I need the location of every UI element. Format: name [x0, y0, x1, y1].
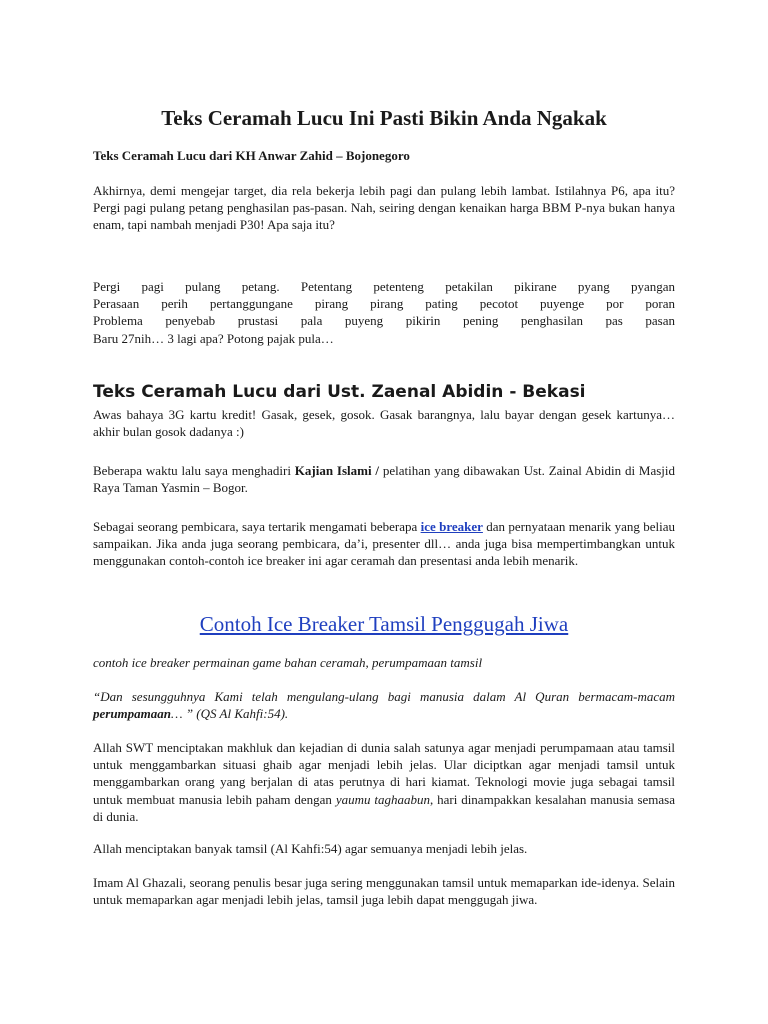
allah-swt-text-before: Allah SWT menciptakan makhluk dan kejadian di dunia salah satunya agar menjadi perumpamaan atau tamsil untuk menggambarkan situasi ghaib agar menjadi lebih jelas. Ular diciptkan agar menjadi tamsil untuk menggambarkan orang yang berjalan di atas perutnya di hari kiamat. Teknologi movie juga sebagai tamsil untuk membuat manusia lebih paham dengan: [93, 740, 675, 807]
paragraph-al-ghazali: Imam Al Ghazali, seorang penulis besar juga sering menggunakan tamsil untuk memaparkan ide-idenya. Selain untuk memaparkan agar menjadi lebih jelas, tamsil juga lebih dapat menggugah jiwa.: [93, 875, 675, 908]
section-heading-kh-anwar-zahid: Teks Ceramah Lucu dari KH Anwar Zahid – Bojonegoro: [93, 148, 410, 163]
p30-line-2: Perasaan perih pertanggungane pirang pirang pating pecotot puyenge por poran: [93, 296, 675, 312]
section-heading-zaenal-abidin: Teks Ceramah Lucu dari Ust. Zaenal Abidin - Bekasi: [93, 382, 586, 402]
yaumu-taghaabun: yaumu taghaabun: [335, 791, 430, 807]
kajian-bold: Kajian Islami /: [294, 463, 380, 478]
ice-breaker-link[interactable]: ice breaker: [420, 519, 483, 534]
allah-swt-text-after: , hari dinampakkan kesalahan manusia semasa di dunia.: [93, 791, 675, 824]
kajian-text-before: Beberapa waktu lalu saya menghadiri: [93, 463, 295, 478]
paragraph-3g: Awas bahaya 3G kartu kredit! Gasak, gesek, gosok. Gasak barangnya, lalu bayar dengan gesek kartunya… akhir bulan gosok dadanya :): [93, 407, 675, 440]
p30-line-1: Pergi pagi pulang petang. Petentang petenteng petakilan pikirane pyang pyangan: [93, 279, 675, 294]
paragraph-ice-breaker: [93, 518, 675, 570]
quote-bold: perumpamaan: [93, 706, 172, 722]
ice-breaker-text-after: dan pernyataan menarik yang beliau sampaikan. Jika anda juga seorang pembicara, da’i, presenter dll… anda juga bisa mempertimbangkan untuk menggunakan contoh-contoh ice breaker ini agar ceramah dan presentasi anda lebih menarik.: [93, 519, 675, 569]
tamsil-heading-link[interactable]: Contoh Ice Breaker Tamsil Penggugah Jiwa: [199, 612, 569, 636]
italic-tagline: contoh ice breaker permainan game bahan ceramah, perumpamaan tamsil: [93, 655, 483, 670]
kajian-text-after: pelatihan yang dibawakan Ust. Zainal Abidin di Masjid Raya Taman Yasmin – Bogor.: [93, 463, 676, 496]
paragraph-p6: Akhirnya, demi mengejar target, dia rela bekerja lebih pagi dan pulang lebih lambat. Istilahnya P6, apa itu? Pergi pagi pulang petang penghasilan pas-pasan. Nah, seiring dengan kenaikan harga BBM P-nya bukan hanya enam, tapi nambah menjadi P30! Apa saja itu?: [93, 183, 675, 233]
page-title: Teks Ceramah Lucu Ini Pasti Bikin Anda Ngakak: [161, 106, 607, 130]
quote-text-after: … ” (QS Al Kahfi:54).: [171, 706, 289, 722]
paragraph-kajian: [93, 462, 675, 496]
paragraph-p30-list: [93, 278, 675, 347]
p30-line-4: Baru 27nih… 3 lagi apa? Potong pajak pula…: [93, 330, 334, 346]
paragraph-banyak-tamsil: Allah menciptakan banyak tamsil (Al Kahfi:54) agar semuanya menjadi lebih jelas.: [93, 841, 528, 856]
section-heading-tamsil: [93, 610, 675, 638]
p30-line-3: Problema penyebab prustasi pala puyeng pikirin pening penghasilan pas pasan: [93, 313, 675, 329]
ice-breaker-text-before: Sebagai seorang pembicara, saya tertarik mengamati beberapa: [93, 519, 421, 534]
quote-al-kahfi: [93, 688, 675, 722]
paragraph-allah-swt: [93, 739, 675, 825]
quote-text-before: “Dan sesungguhnya Kami telah mengulang-ulang bagi manusia dalam Al Quran bermacam-macam: [93, 689, 675, 704]
